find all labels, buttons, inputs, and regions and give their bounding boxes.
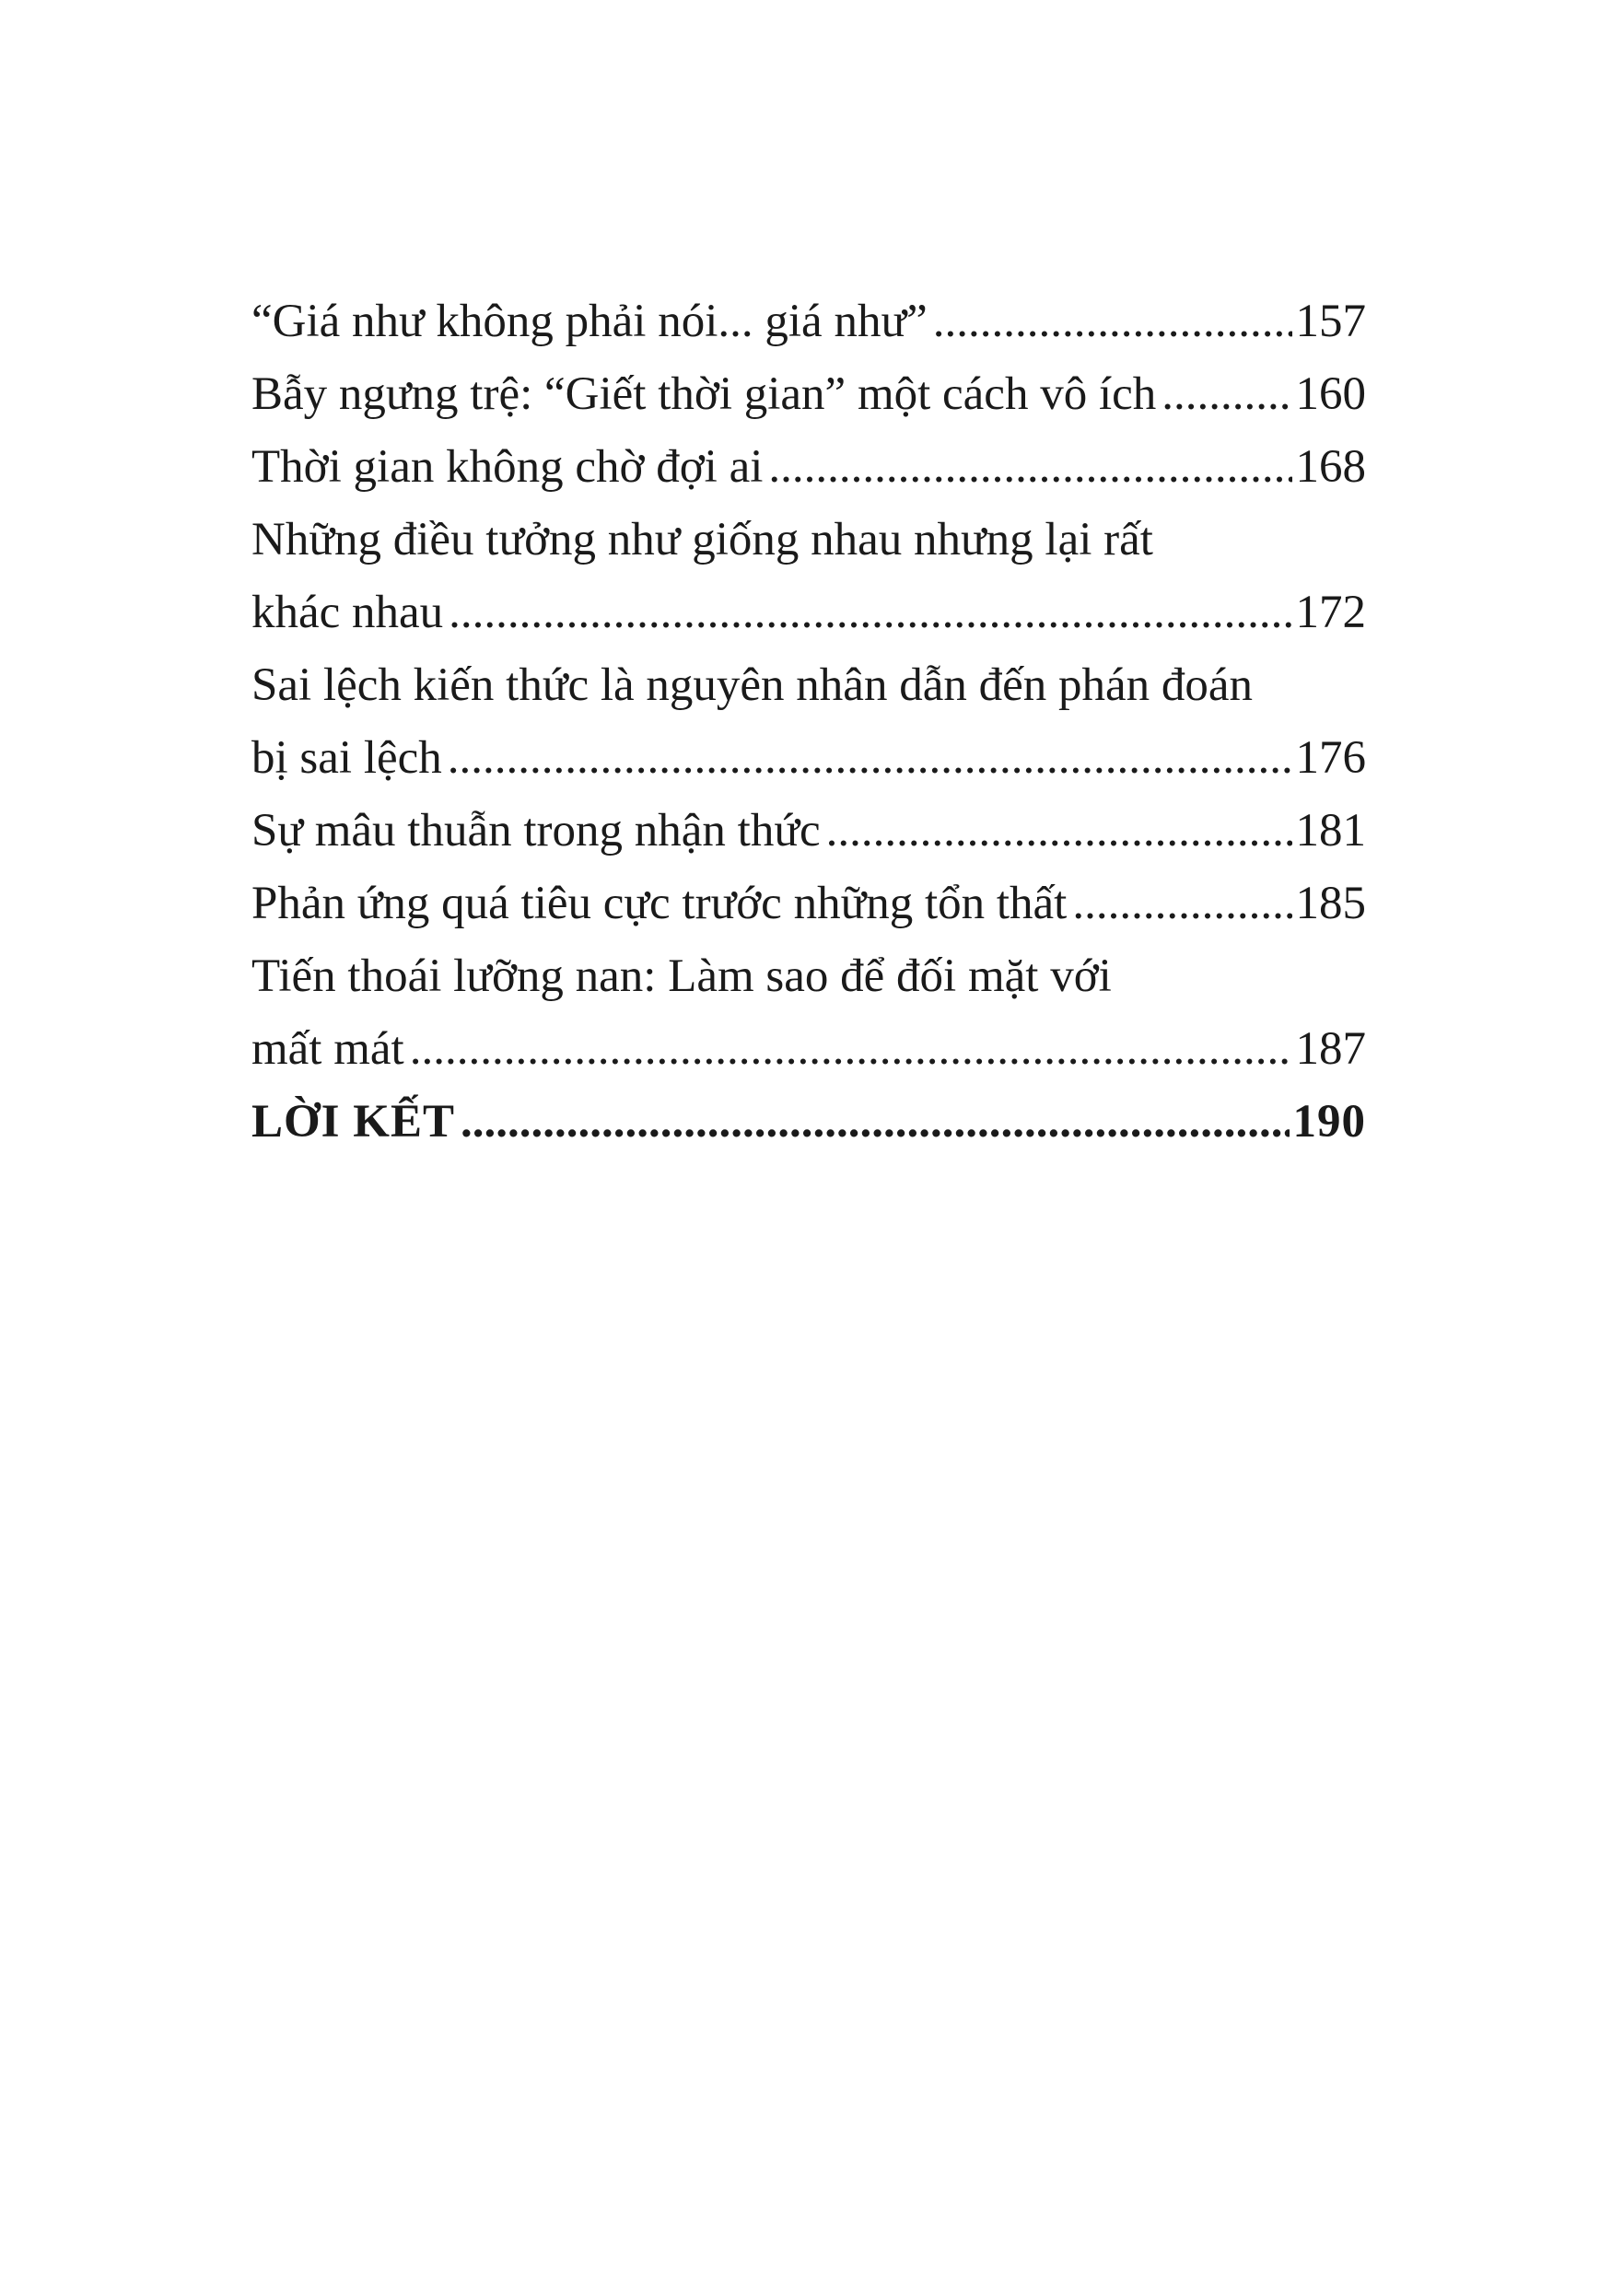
toc-line [251, 795, 1366, 868]
toc-line [251, 1086, 1366, 1159]
toc-page-number: 168 [1295, 441, 1366, 493]
toc-entry [251, 795, 1366, 868]
toc-entry-title: Phản ứng quá tiêu cực trước những tổn thất [251, 878, 1068, 929]
toc-entry [251, 504, 1366, 649]
dot-leader [933, 286, 1292, 358]
toc-entry-title: Tiến thoái lưỡng nan: Làm sao để đối mặt với [251, 950, 1112, 1002]
dot-leader [1072, 868, 1291, 940]
toc-line [251, 868, 1366, 940]
toc-entry-title: Những điều tưởng như giống nhau nhưng lại rất [251, 514, 1153, 565]
toc-entry-title: “Giá như không phải nói... giá như” [251, 296, 928, 347]
dot-leader [1162, 358, 1291, 431]
toc-line [251, 577, 1366, 649]
toc-line [251, 1013, 1366, 1086]
toc-entry-title: Sai lệch kiến thức là nguyên nhân dẫn đến phán đoán [251, 659, 1253, 711]
toc-entry [251, 868, 1366, 940]
dot-leader [410, 1013, 1292, 1086]
toc-page-number: 160 [1295, 368, 1366, 420]
toc-entry [251, 286, 1366, 358]
toc-page-number: 172 [1295, 587, 1366, 638]
toc-page-number: 187 [1295, 1023, 1366, 1075]
toc-line [251, 358, 1366, 431]
toc-entry-conclusion [251, 1086, 1366, 1159]
toc-entry [251, 358, 1366, 431]
toc-line [251, 504, 1366, 577]
toc-entry-title: Bẫy ngưng trệ: “Giết thời gian” một cách vô ích [251, 368, 1157, 420]
dot-leader [449, 577, 1291, 649]
toc-entry [251, 940, 1366, 1086]
dot-leader [768, 431, 1291, 504]
toc-entry-title-continuation: khác nhau [251, 587, 444, 638]
toc-page-number: 176 [1295, 732, 1366, 784]
table-of-contents [251, 286, 1366, 1159]
dot-leader [461, 1086, 1290, 1159]
toc-page-number: 157 [1295, 296, 1366, 347]
toc-entry [251, 431, 1366, 504]
toc-entry-title: Sự mâu thuẫn trong nhận thức [251, 805, 821, 857]
toc-page-number: 181 [1295, 805, 1366, 857]
toc-page-number: 190 [1292, 1096, 1366, 1148]
toc-entry-title-continuation: bị sai lệch [251, 732, 442, 784]
toc-line [251, 431, 1366, 504]
toc-line [251, 940, 1366, 1013]
toc-entry-title: Thời gian không chờ đợi ai [251, 441, 764, 493]
toc-line [251, 286, 1366, 358]
toc-line [251, 722, 1366, 795]
dot-leader [448, 722, 1292, 795]
toc-page-number: 185 [1295, 878, 1366, 929]
toc-line [251, 649, 1366, 722]
toc-entry [251, 649, 1366, 795]
toc-entry-title-continuation: mất mát [251, 1023, 404, 1075]
toc-entry-title: LỜI KẾT [251, 1096, 455, 1148]
dot-leader [826, 795, 1292, 868]
